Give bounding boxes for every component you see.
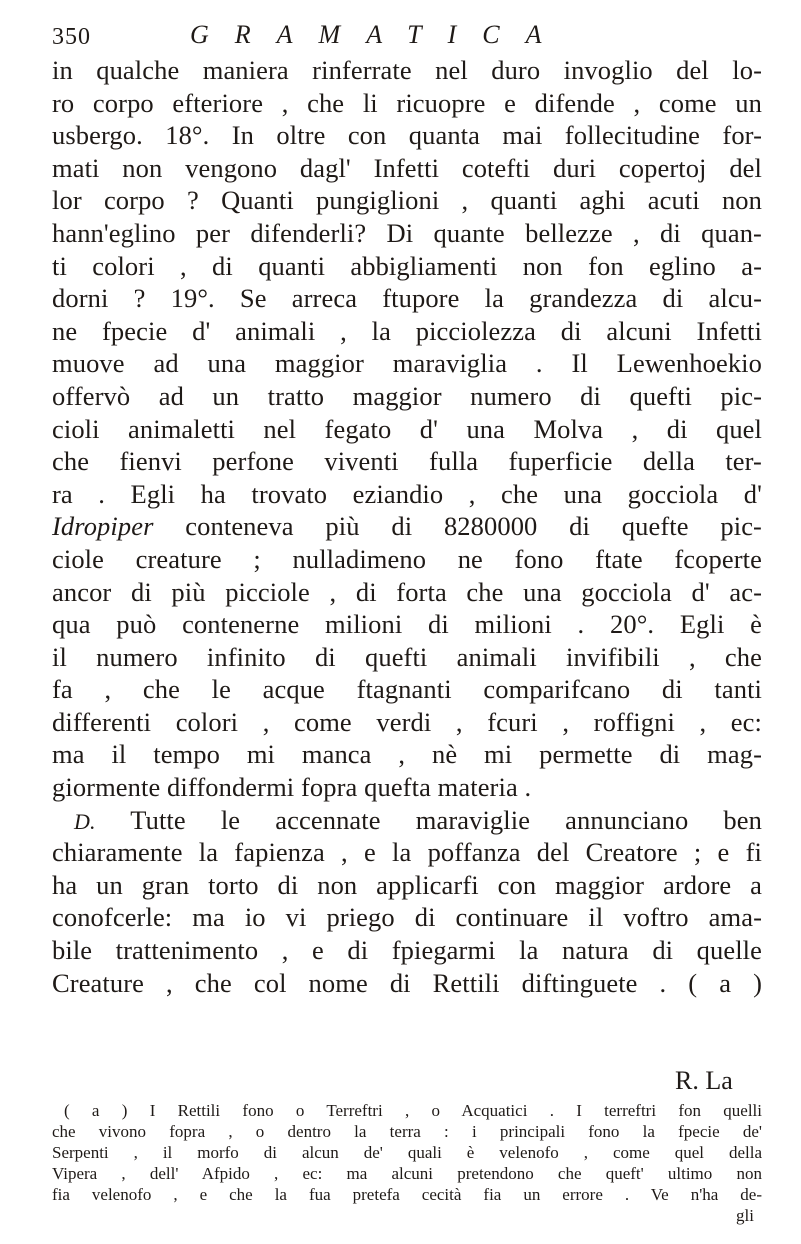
text-line: ra . Egli ha trovato eziandio , che una gocciola d' (52, 478, 762, 509)
text-line: qua può contenerne milioni di milioni . 20°. Egli è (52, 609, 762, 640)
text-line: ciole creature ; nulladimeno ne fono ftate fcoperte (52, 543, 762, 574)
footnote-line: gli (736, 1206, 754, 1225)
text-line: mati non vengono dagl' Infetti cotefti duri copertoj del (52, 152, 762, 183)
footnote-line: Vipera , dell' Afpido , ec: ma alcuni pretendono che queft' ultimo non (52, 1164, 762, 1183)
footnote (52, 1100, 762, 1226)
text-line: Creature , che col nome di Rettili diftinguete . ( a ) (52, 967, 762, 998)
text-line: il numero infinito di quefti animali invifibili , che (52, 641, 762, 672)
footnote-line: che vivono fopra , o dentro la terra : i principali fono la fpecie de' (52, 1122, 762, 1141)
text-line: fa , che le acque ftagnanti comparifcano di tanti (52, 674, 762, 705)
text-line: lor corpo ? Quanti pungiglioni , quanti aghi acuti non (52, 185, 762, 216)
body-text (52, 54, 762, 999)
text-line: conofcerle: ma io vi priego di continuare il voftro ama- (52, 902, 762, 933)
text-line: cioli animaletti nel fegato d' una Molva , di quel (52, 413, 762, 444)
text-line: in qualche maniera rinferrate nel duro invoglio del lo- (52, 55, 762, 85)
text-line: usbergo. 18°. In oltre con quanta mai follecitudine for- (52, 120, 762, 151)
page-header (52, 20, 752, 56)
text-line: ha un gran torto di non applicarfi con maggior ardore a (52, 869, 762, 900)
footnote-line: Serpenti , il morfo di alcun de' quali è velenofo , come quel della (52, 1143, 762, 1162)
text-line: D. Tutte le accennate maraviglie annunciano ben (74, 804, 762, 835)
text-line: muove ad una maggior maraviglia . Il Lewenhoekio (52, 348, 762, 379)
text-line: ti colori , di quanti abbigliamenti non fon eglino a- (52, 250, 762, 281)
text-line: ne fpecie d' animali , la picciolezza di alcuni Infetti (52, 315, 762, 346)
text-line: ro corpo efteriore , che li ricuopre e difende , come un (52, 87, 762, 118)
text-line: bile trattenimento , e di fpiegarmi la natura di quelle (52, 935, 762, 966)
catchword: R. La (675, 1066, 733, 1095)
text-line: che fienvi perfone viventi fulla fuperficie della ter- (52, 446, 762, 477)
text-line: differenti colori , come verdi , fcuri , roffigni , ec: (52, 706, 762, 737)
running-title: GRAMATICA (190, 20, 568, 49)
text-line: chiaramente la fapienza , e la poffanza del Creatore ; e fi (52, 837, 762, 868)
text-line: ancor di più picciole , di forta che una gocciola d' ac- (52, 576, 762, 607)
text-line: Idropiper conteneva più di 8280000 di quefte pic- (52, 511, 762, 542)
text-line: hann'eglino per difenderli? Di quante bellezze , di quan- (52, 217, 762, 248)
text-line: dorni ? 19°. Se arreca ftupore la grandezza di alcu- (52, 283, 762, 314)
text-line: giormente diffondermi fopra quefta materia . (52, 772, 532, 803)
text-line: offervò ad un tratto maggior numero di quefti pic- (52, 380, 762, 411)
footnote-line: fia velenofo , e che la fua pretefa cecità fia un errore . Ve n'ha de- (52, 1185, 762, 1204)
page-number: 350 (52, 24, 91, 50)
footnote-line: ( a ) I Rettili fono o Terreftri , o Acquatici . I terreftri fon quelli (64, 1101, 762, 1120)
text-line: ma il tempo mi manca , nè mi permette di mag- (52, 739, 762, 770)
